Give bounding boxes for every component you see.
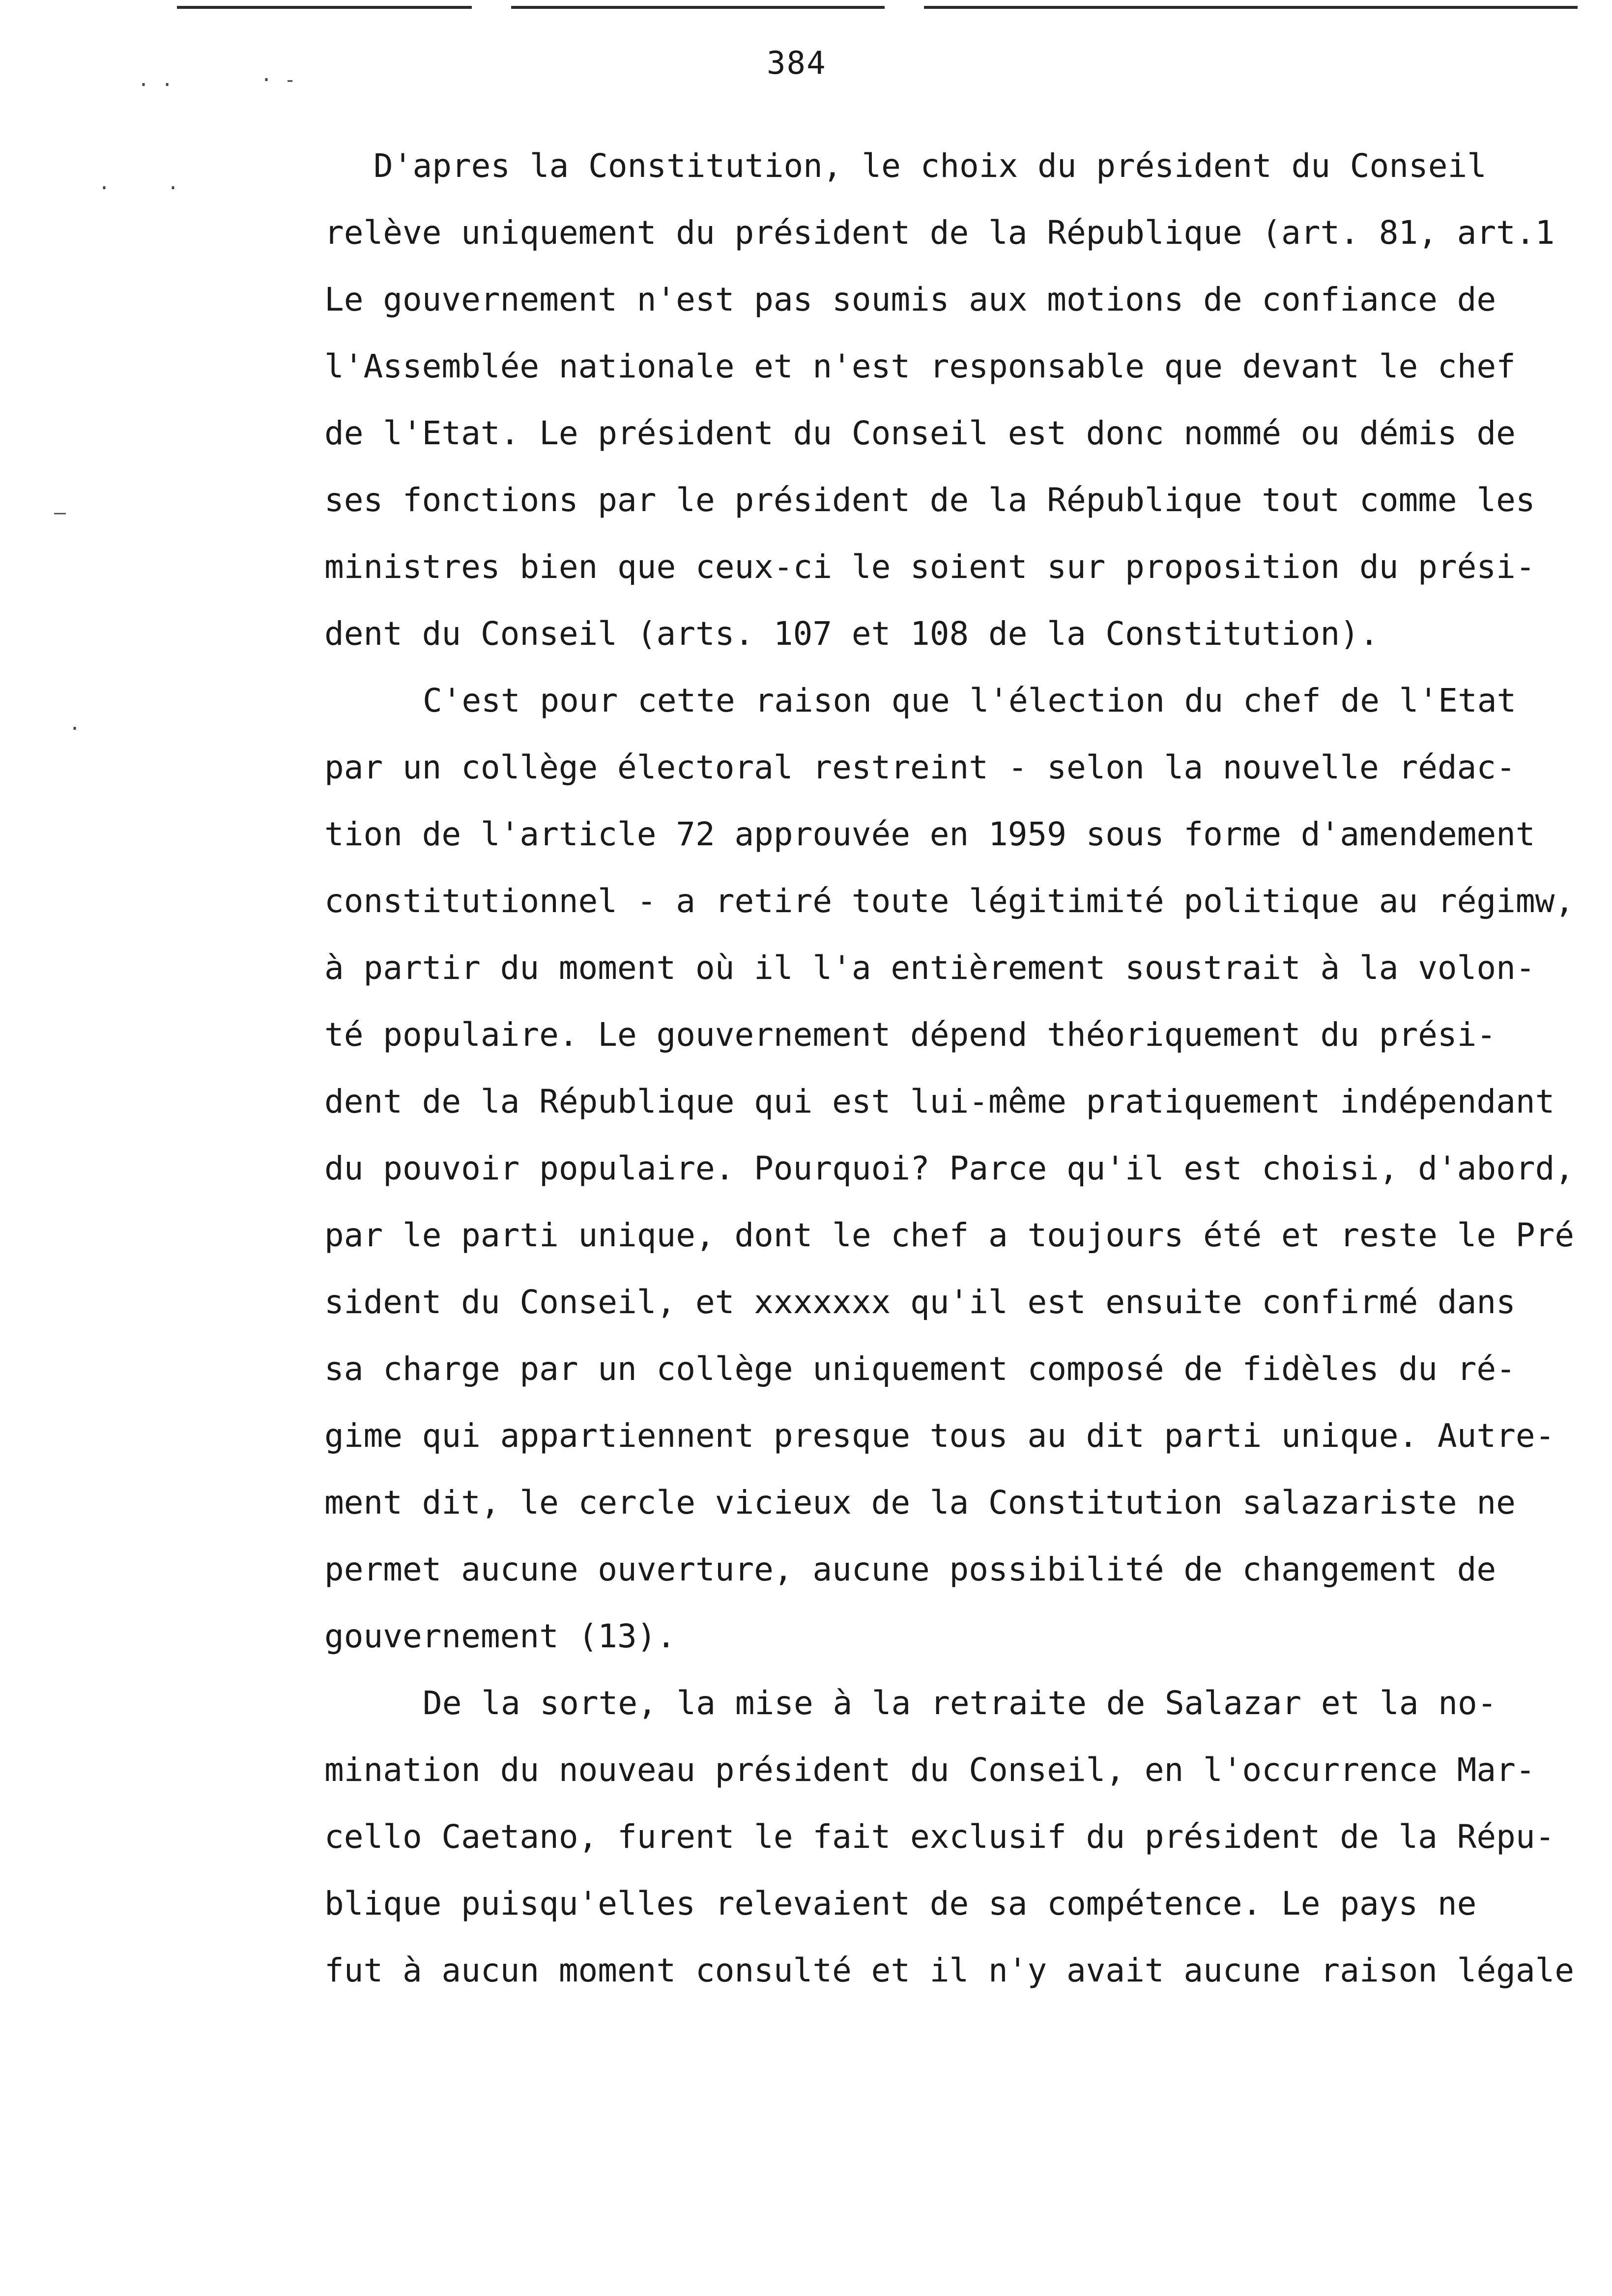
scan-speck: · ·: [138, 74, 173, 96]
text-line: cello Caetano, furent le fait exclusif du président de la Répu-: [324, 1818, 1555, 1856]
text-line: sident du Conseil, et xxxxxxx qu'il est ensuite confirmé dans: [324, 1283, 1516, 1321]
text-line: du pouvoir populaire. Pourquoi? Parce qu'il est choisi, d'abord,: [324, 1149, 1575, 1187]
text-line: C'est pour cette raison que l'élection du chef de l'Etat: [423, 682, 1517, 719]
text-line: l'Assemblée nationale et n'est responsable que devant le chef: [324, 347, 1516, 385]
text-line: De la sorte, la mise à la retraite de Salazar et la no-: [423, 1684, 1497, 1722]
scan-speck: ·: [69, 718, 81, 740]
scan-speck: ·: [167, 177, 179, 200]
text-line: tion de l'article 72 approuvée en 1959 sous forme d'amendement: [324, 815, 1535, 853]
document-body: [324, 133, 1602, 2004]
scan-speck: · -: [260, 69, 296, 91]
text-line: té populaire. Le gouvernement dépend théoriquement du prési-: [324, 1016, 1497, 1054]
text-line: ses fonctions par le président de la République tout comme les: [324, 481, 1535, 519]
text-line: de l'Etat. Le président du Conseil est donc nommé ou démis de: [324, 414, 1516, 452]
scan-speck: —: [54, 501, 66, 524]
text-line: gime qui appartiennent presque tous au dit parti unique. Autre-: [324, 1417, 1555, 1455]
page-number: 384: [767, 45, 827, 82]
text-line: dent de la République qui est lui-même pratiquement indépendant: [324, 1083, 1555, 1120]
text-line: permet aucune ouverture, aucune possibilité de changement de: [324, 1550, 1497, 1588]
scan-speck: ·: [98, 177, 111, 200]
text-line: relève uniquement du président de la République (art. 81, art.1: [324, 214, 1555, 252]
top-rule-middle: [511, 6, 885, 9]
top-rule-right: [924, 6, 1578, 9]
text-line: dent du Conseil (arts. 107 et 108 de la Constitution).: [324, 615, 1379, 653]
top-rule-left: [177, 6, 472, 9]
text-line: par un collège électoral restreint - selon la nouvelle rédac-: [324, 748, 1516, 786]
text-line: blique puisqu'elles relevaient de sa compétence. Le pays ne: [324, 1885, 1477, 1923]
text-line: D'apres la Constitution, le choix du président du Conseil: [374, 147, 1487, 185]
text-line: constitutionnel - a retiré toute légitimité politique au régimw,: [324, 882, 1575, 920]
text-line: ment dit, le cercle vicieux de la Constitution salazariste ne: [324, 1484, 1516, 1521]
text-line: gouvernement (13).: [324, 1617, 676, 1655]
text-line: sa charge par un collège uniquement composé de fidèles du ré-: [324, 1350, 1516, 1388]
text-line: par le parti unique, dont le chef a toujours été et reste le Pré: [324, 1216, 1575, 1254]
text-line: à partir du moment où il l'a entièrement soustrait à la volon-: [324, 949, 1535, 987]
text-line: mination du nouveau président du Conseil, en l'occurrence Mar-: [324, 1751, 1535, 1789]
text-line: fut à aucun moment consulté et il n'y avait aucune raison légale: [324, 1952, 1575, 1989]
text-line: ministres bien que ceux-ci le soient sur proposition du prési-: [324, 548, 1535, 586]
text-line: Le gouvernement n'est pas soumis aux motions de confiance de: [324, 281, 1497, 318]
